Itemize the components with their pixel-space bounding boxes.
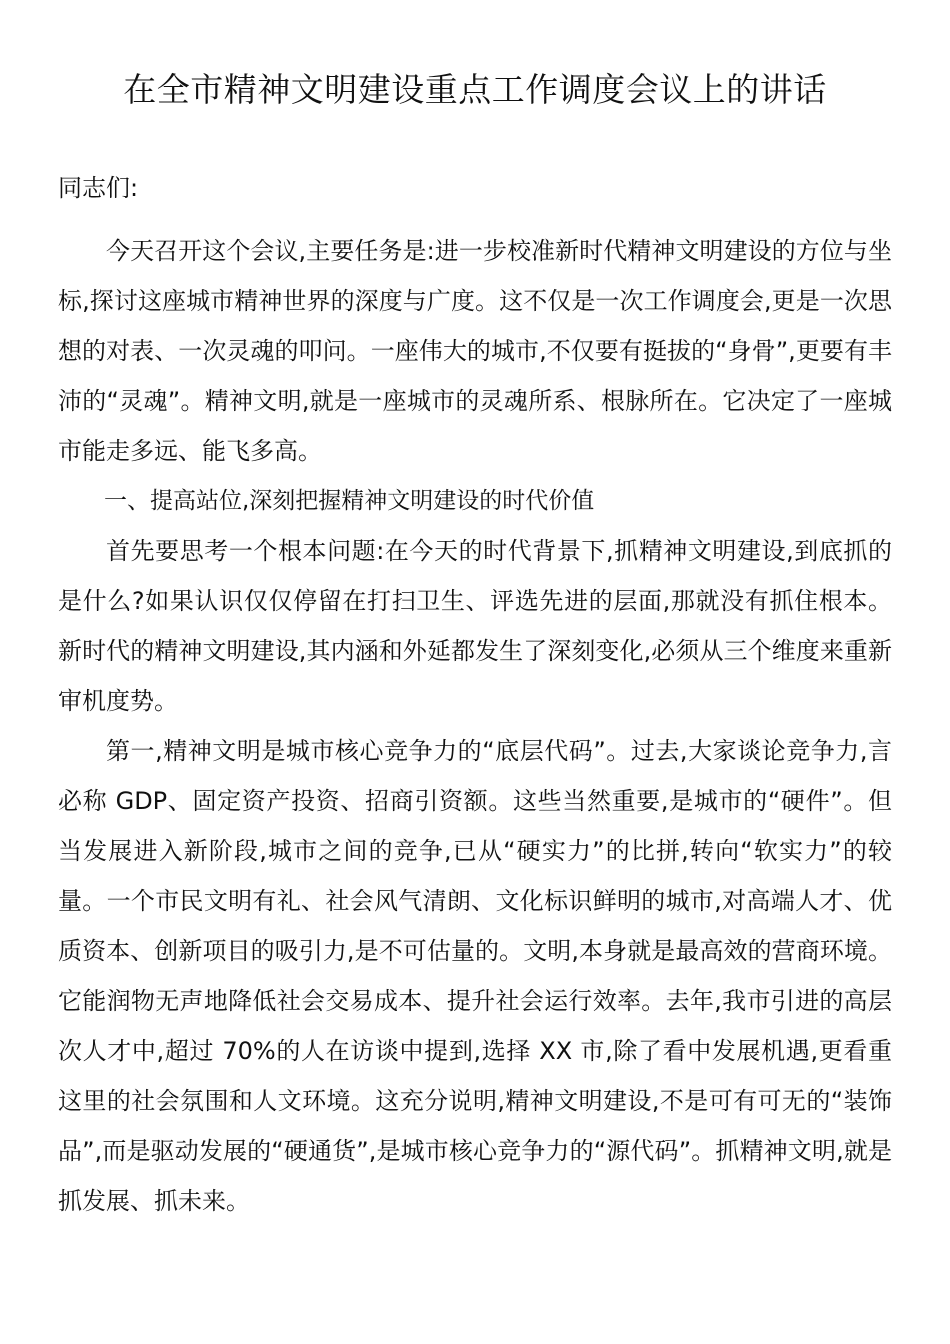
paragraph-intro: 今天召开这个会议,主要任务是:进一步校准新时代精神文明建设的方位与坐标,探讨这座城市精神世界的深度与广度。这不仅是一次工作调度会,更是一次思想的对表、一次灵魂的叩问。一座伟大的城市,不仅要有挺拔的“身骨”,更要有丰沛的“灵魂”。精神文明,就是一座城市的灵魂所系、根脉所在。它决定了一座城市能走多远、能飞多高。 (58, 237, 892, 465)
document-title: 在全市精神文明建设重点工作调度会议上的讲话 (123, 70, 827, 109)
section-heading-1: 一、提高站位,深刻把握精神文明建设的时代价值 (104, 488, 595, 514)
paragraph-first-point: 第一,精神文明是城市核心竞争力的“底层代码”。过去,大家谈论竞争力,言必称 GDP、固定资产投资、招商引资额。这些当然重要,是城市的“硬件”。但当发展进入新阶段,城市之间的竞争,已从“硬实力”的比拼,转向“软实力”的较量。一个市民文明有礼、社会风气清朗、文化标识鲜明的城市,对高端人才、优质资本、创新项目的吸引力,是不可估量的。文明,本身就是最高效的营商环境。它能润物无声地降低社会交易成本、提升社会运行效率。去年,我市引进的高层次人才中,超过 70%的人在访谈中提到,选择 XX 市,除了看中发展机遇,更看重这里的社会氛围和人文环境。这充分说明,精神文明建设,不是可有可无的“装饰品”,而是驱动发展的“硬通货”,是城市核心竞争力的“源代码”。抓精神文明,就是抓发展、抓未来。 (58, 737, 892, 1215)
paragraph-question: 首先要思考一个根本问题:在今天的时代背景下,抓精神文明建设,到底抓的是什么?如果认识仅仅停留在打扫卫生、评选先进的层面,那就没有抓住根本。新时代的精神文明建设,其内涵和外延都发生了深刻变化,必须从三个维度来重新审机度势。 (58, 537, 892, 715)
salutation: 同志们: (58, 174, 139, 202)
document-body (58, 163, 892, 1226)
